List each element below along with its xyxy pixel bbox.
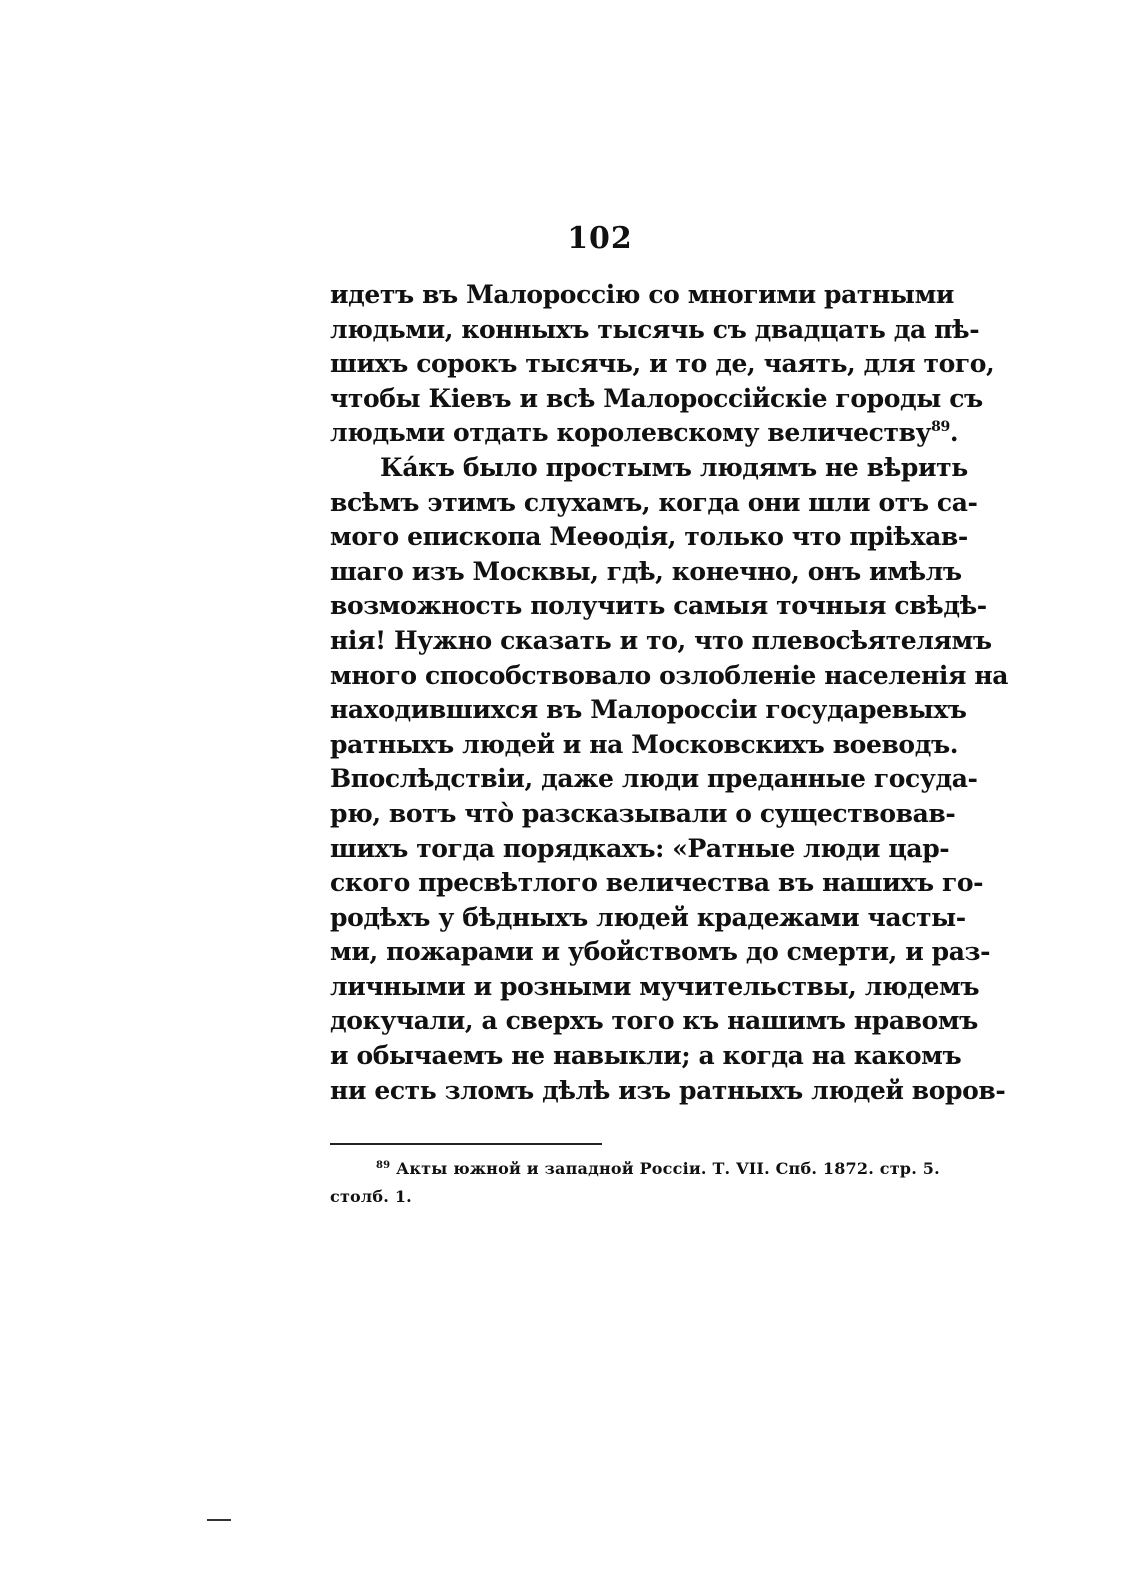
text-line: ми, пожарами и убойствомъ до смерти, и раз- (330, 937, 991, 967)
footnote-line: столб. 1. (330, 1187, 412, 1206)
footnote-line (330, 1155, 940, 1183)
text-line: родѣхъ у бѣдныхъ людей крадежами часты- (330, 902, 966, 932)
text-line: ни есть зломъ дѣлѣ изъ ратныхъ людей воров- (330, 1075, 1006, 1105)
text-line: шаго изъ Москвы, гдѣ, конечно, онъ имѣлъ (330, 556, 962, 586)
text-line: Ка́къ было простымъ людямъ не вѣрить (380, 452, 968, 482)
text-line: рю, вотъ что̀ разсказывали о существовав- (330, 798, 956, 828)
text-line: и обычаемъ не навыкли; а когда на какомъ (330, 1041, 962, 1071)
footnote-reference: 89 (931, 419, 950, 436)
text-line: идетъ въ Малороссію со многими ратными (330, 280, 955, 309)
text-line: возможность получить самыя точныя свѣдѣ- (330, 591, 987, 621)
footnote-marker: 89 (376, 1160, 391, 1171)
body-text (330, 278, 1009, 1108)
text-line: докучали, а сверхъ того къ нашимъ нравомъ (330, 1006, 978, 1036)
text-line: ского пресвѣтлого величества въ нашихъ го- (330, 868, 984, 898)
text-line: Впослѣдствіи, даже люди преданные госуда- (330, 764, 978, 794)
text-line: шихъ сорокъ тысячь, и то де, чаять, для того, (330, 349, 995, 379)
text-line: всѣмъ этимъ слухамъ, когда они шли отъ са- (330, 487, 978, 517)
text-line: нія! Нужно сказать и то, что плевосѣятелямъ (330, 625, 992, 655)
footnote (330, 1155, 940, 1211)
text-line: личными и розными мучительствы, людемъ (330, 971, 980, 1001)
text-line: ратныхъ людей и на Московскихъ воеводъ. (330, 729, 959, 759)
text-line: много способствовало озлобленіе населенія на (330, 660, 1009, 690)
scan-artifact (207, 1519, 231, 1521)
text-fragment: людьми отдать королевскому величеству (330, 418, 932, 448)
sentence-end: . (949, 418, 959, 448)
text-line: шихъ тогда порядкахъ: «Ратные люди цар- (330, 833, 950, 863)
text-line (330, 416, 959, 451)
text-line: мого епископа Меѳодія, только что пріѣхав- (330, 522, 968, 552)
footnote-divider (330, 1143, 602, 1145)
page-number: 102 (567, 221, 633, 256)
footnote-text: Акты южной и западной Россіи. Т. VII. Спб. 1872. стр. 5. (396, 1159, 940, 1178)
text-line: людьми, конныхъ тысячь съ двадцать да пѣ- (330, 314, 980, 344)
text-line: чтобы Кіевъ и всѣ Малороссійскіе городы съ (330, 383, 983, 413)
text-line: находившихся въ Малороссіи государевыхъ (330, 695, 967, 725)
